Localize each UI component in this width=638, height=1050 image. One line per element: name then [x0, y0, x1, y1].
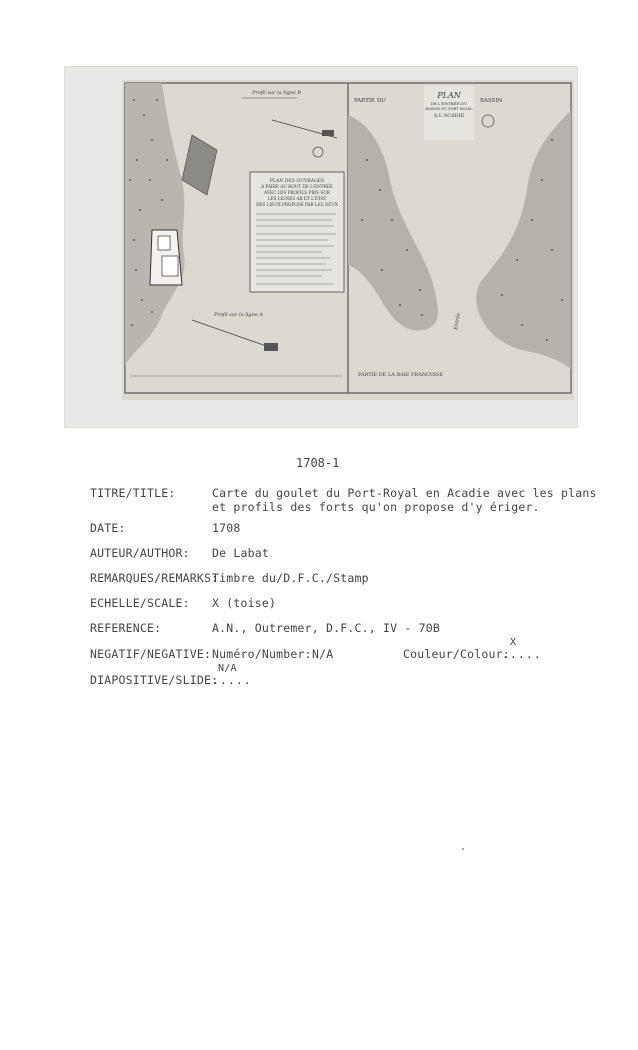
author-label: AUTEUR/AUTHOR:	[90, 546, 190, 560]
plan-title-line-1: PLAN	[437, 91, 461, 100]
plan-title-line-2: DE L'ENTRÉE DU	[430, 101, 468, 106]
profile-top-label: Profil sur la ligne B	[252, 90, 302, 96]
bay-label: PARTIE DE LA BAIE FRANCOISE	[358, 372, 444, 378]
date-value: 1708	[212, 521, 241, 535]
number-value: N/A	[312, 647, 334, 661]
legend-title-line-5: DES LIEUX PROPOSÉ PAR LES DEUX	[256, 202, 338, 207]
title-label: TITRE/TITLE:	[90, 486, 176, 500]
negative-label: NEGATIF/NEGATIVE:	[90, 647, 212, 661]
scan-speck	[462, 848, 464, 850]
colour-label: Couleur/Colour:	[403, 647, 510, 661]
plan-title-line-4: A L'ACADIE	[433, 113, 465, 119]
title-value-line-1: Carte du goulet du Port-Royal en Acadie avec les plans	[212, 486, 597, 500]
author-value: De Labat	[212, 546, 269, 560]
number-label: Numéro/Number:	[212, 647, 312, 661]
catalog-number: 1708-1	[296, 456, 340, 470]
slide-mark: N/A	[218, 663, 237, 674]
profile-bottom-label: Profil sur la ligne A	[214, 312, 264, 318]
reference-value: A.N., Outremer, D.F.C., IV - 70B	[212, 621, 440, 635]
slide-label: DIAPOSITIVE/SLIDE:	[90, 673, 219, 687]
section-left-label: PARTIE DU	[354, 98, 386, 104]
scale-value: X (toise)	[212, 596, 277, 610]
scale-label: ECHELLE/SCALE:	[90, 596, 190, 610]
legend-title-line-1: PLAN DES OUVRAGES	[269, 179, 325, 184]
date-label: DATE:	[90, 521, 126, 535]
legend-title-line-4: LES LIGNES AB ET L'ETAT	[267, 196, 327, 201]
colour-mark: X	[510, 637, 517, 648]
remarks-value: Timbre du/D.F.C./Stamp	[212, 571, 369, 585]
entree-label: Entrée	[453, 312, 462, 331]
map-image	[122, 80, 574, 400]
slide-dots: .....	[212, 673, 252, 687]
legend-title-line-2: A FAIRE AU BOUT DE L'ENTRÉE	[261, 184, 333, 189]
section-right-label: BASSIN	[480, 98, 503, 104]
remarks-label: REMARQUES/REMARKS:	[90, 571, 219, 585]
title-value-line-2: et profils des forts qu'on propose d'y ériger.	[212, 500, 540, 514]
reference-label: REFERENCE:	[90, 621, 162, 635]
plan-title-line-3: BASSIN DU PORT ROYAL	[425, 107, 473, 111]
colour-dots: .....	[502, 647, 542, 661]
legend-title-line-3: AVEC LES PROFILS PRIS SUR	[264, 190, 330, 195]
map-drawing	[122, 80, 574, 400]
